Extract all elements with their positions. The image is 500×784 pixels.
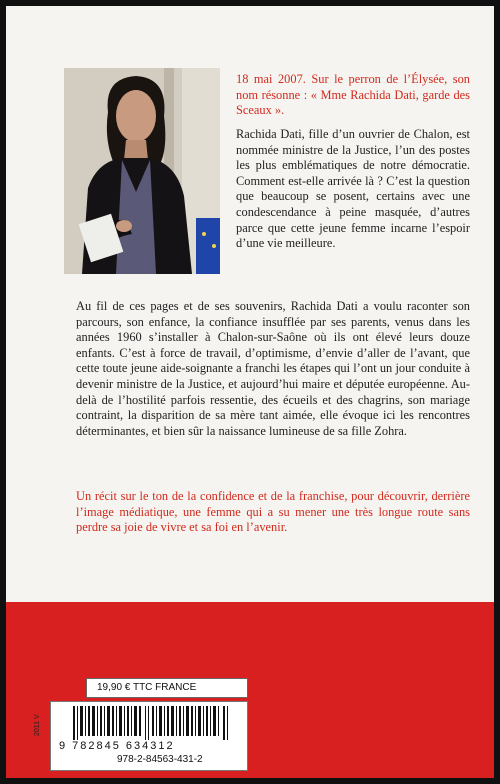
side-code: 2011 V [34,714,41,736]
isbn-number: 978-2-84563-431-2 [117,754,203,765]
closing-paragraph: Un récit sur le ton de la confidence et de la franchise, pour découvrir, derrière l’image médiatique, une femme qui a su mener une très longue route sans perdre sa joie de vivre et sa foi en l’avenir. [76,489,470,535]
lead-paragraph: 18 mai 2007. Sur le perron de l’Élysée, son nom résonne : « Mme Rachida Dati, garde des Sceaux ». [236,72,470,118]
barcode-label [50,701,248,771]
author-portrait-illustration [64,68,220,274]
summary-paragraph-1: Rachida Dati, fille d’un ouvrier de Chalon, est nommée ministre de la Justice, l’un des postes les plus emblématiques de notre démocratie. Comment est-elle arrivée là ? C’est la question que beaucoup se posent, certains avec une condescendance à peine masquée, d’autres parce que cette jeune femme incarne l’espoir d’une vie meilleure. [236,127,470,251]
book-back-cover [6,6,494,778]
barcode-image [73,706,229,740]
barcode-digits: 9 782845 634312 [59,740,175,752]
author-photo [64,68,220,274]
summary-paragraph-2: Au fil de ces pages et de ses souvenirs, Rachida Dati a voulu raconter son parcours, son enfance, la confiance insufflée par ses parents, venus dans les années 1960 s’installer à Chalon-sur-Saône où ils ont élevé leurs douze enfants. C’est à force de travail, d’optimisme, d’envie d’aller de l’avant, que cette toute jeune aide-soignante a franchi les étapes qui l’ont un jour conduite à devenir ministre de la Justice, et aujourd’hui maire et députée européenne. Au-delà de l’hostilité parfois ressentie, des écueils et des chagrins, son mariage contraint, la disparition de sa mère tant aimée, elle évoque ici les rencontres déterminantes, et bien sûr la naissance lumineuse de sa fille Zohra. [76,299,470,438]
price-label: 19,90 € TTC FRANCE [86,678,248,698]
